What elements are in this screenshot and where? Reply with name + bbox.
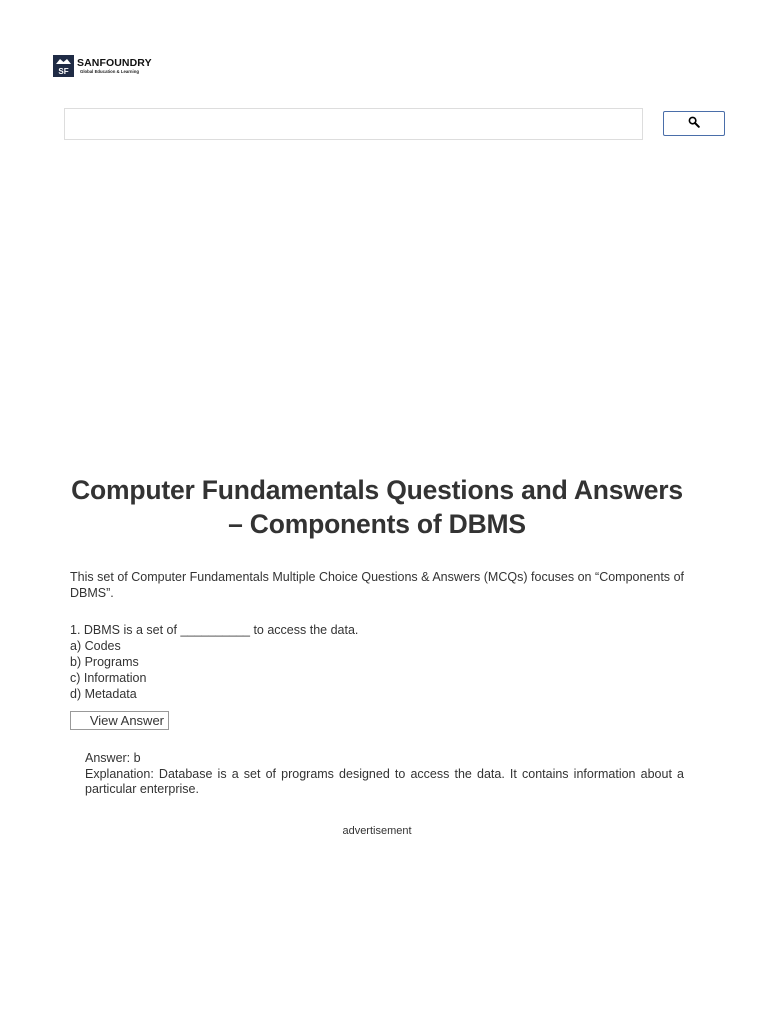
option-d: d) Metadata	[70, 687, 137, 701]
search-button[interactable]	[663, 111, 725, 136]
option-c: c) Information	[70, 671, 147, 685]
logo-mark-icon	[53, 55, 74, 77]
page-title: Computer Fundamentals Questions and Answers – Components of DBMS	[71, 475, 683, 539]
question-text: 1. DBMS is a set of __________ to access the data.	[70, 623, 359, 637]
logo-tagline: Global Education & Learning	[80, 69, 139, 75]
search-icon	[688, 116, 700, 131]
logo-name: SANFOUNDRY	[77, 56, 152, 69]
search-input[interactable]	[64, 108, 643, 140]
option-a: a) Codes	[70, 639, 121, 653]
answer-explanation: Explanation: Database is a set of programs designed to access the data. It contains information about a particular enterprise.	[85, 766, 684, 796]
site-logo[interactable]	[53, 55, 152, 77]
answer-text: Answer: b	[85, 751, 141, 765]
answer-block	[85, 751, 684, 798]
option-b: b) Programs	[70, 655, 139, 669]
view-answer-button[interactable]: View Answer	[70, 711, 169, 730]
advertisement-label: advertisement	[342, 825, 412, 837]
svg-text:SF: SF	[58, 67, 69, 76]
question-block	[70, 622, 684, 702]
intro-text: This set of Computer Fundamentals Multiple Choice Questions & Answers (MCQs) focuses on “Components of DBMS”.	[70, 570, 684, 600]
